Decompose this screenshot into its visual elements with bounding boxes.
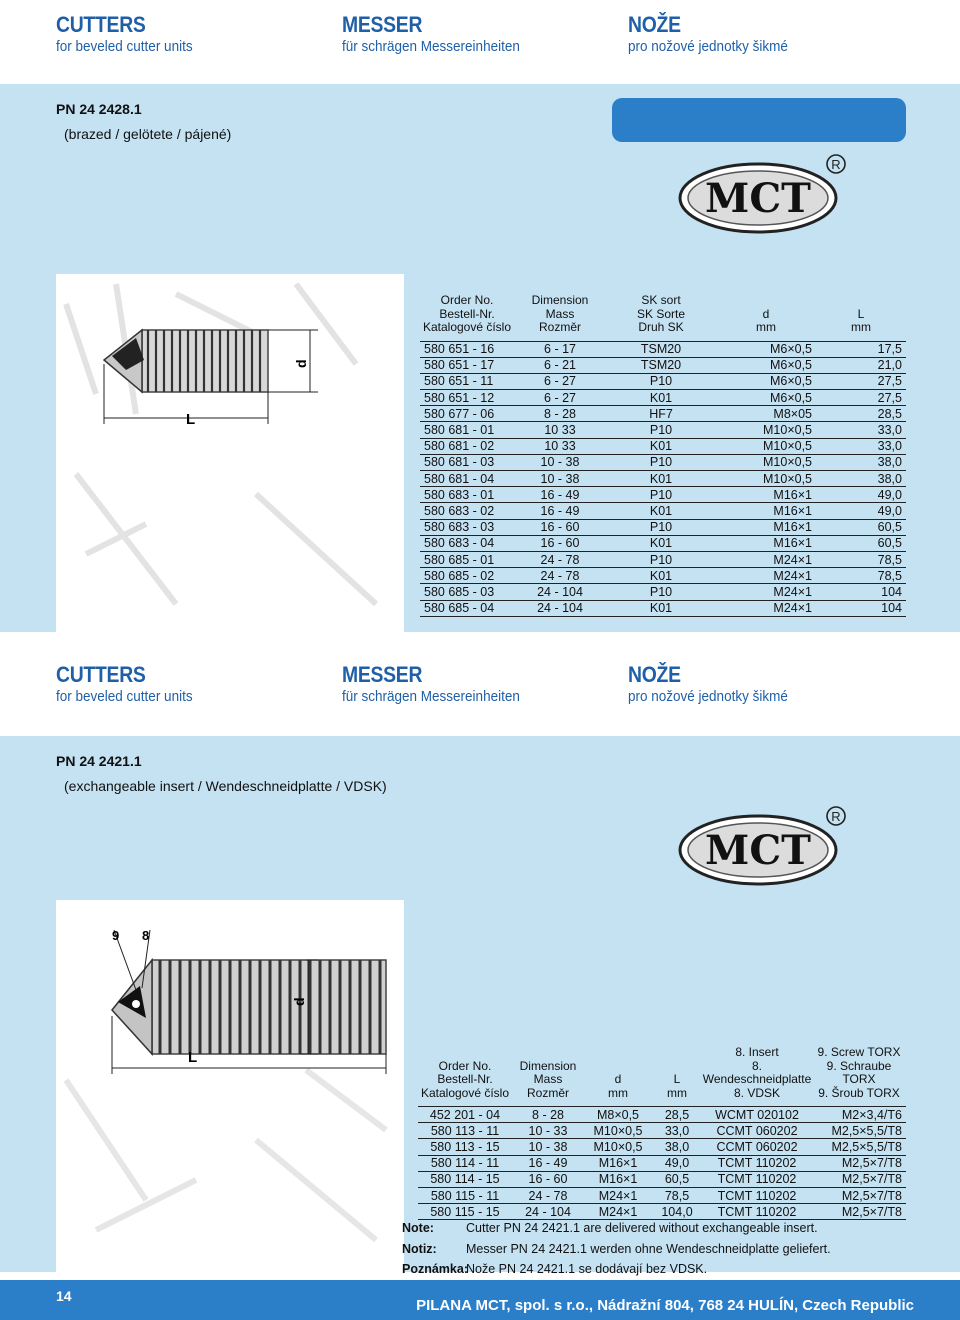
table-cell: 38,0 bbox=[652, 1139, 702, 1155]
note-text: Cutter PN 24 2421.1 are delivered without exchangeable insert. bbox=[466, 1221, 818, 1236]
col-sk-sort: SK sort SK Sorte Druh SK bbox=[636, 293, 686, 334]
table-cell: M2,5×7/T8 bbox=[812, 1171, 906, 1187]
table-cell: 38,0 bbox=[816, 471, 906, 487]
table-cell: M10×0,5 bbox=[716, 438, 816, 454]
table-cell: K01 bbox=[606, 535, 716, 551]
table-cell: 49,0 bbox=[816, 503, 906, 519]
table-cell: TSM20 bbox=[606, 341, 716, 357]
insert-cutter-drawing bbox=[56, 900, 404, 1272]
table-cell: 580 685 - 04 bbox=[420, 600, 514, 616]
header-col-en bbox=[56, 662, 342, 706]
table-cell: M24×1 bbox=[716, 600, 816, 616]
table-cell: M2,5×5,5/T8 bbox=[812, 1139, 906, 1155]
table-row bbox=[420, 438, 906, 454]
note-row bbox=[402, 1239, 831, 1260]
col-l: L mm bbox=[851, 306, 871, 334]
table-cell: M6×0,5 bbox=[716, 373, 816, 389]
table-cell: 16 - 49 bbox=[514, 487, 606, 503]
table-row bbox=[420, 454, 906, 470]
header-title: MESSER bbox=[342, 662, 423, 687]
table-cell: 33,0 bbox=[816, 422, 906, 438]
note-key: Notiz: bbox=[402, 1241, 437, 1256]
table-cell: TCMT 110202 bbox=[702, 1155, 812, 1171]
table-cell: 60,5 bbox=[652, 1171, 702, 1187]
header-col-cz bbox=[628, 662, 914, 706]
table-row bbox=[420, 535, 906, 551]
table-exchangeable bbox=[418, 1046, 906, 1220]
table-cell: 24 - 78 bbox=[514, 551, 606, 567]
table-row bbox=[420, 357, 906, 373]
table-cell: 580 685 - 03 bbox=[420, 584, 514, 600]
table-cell: M2,5×7/T8 bbox=[812, 1187, 906, 1203]
table-cell: M16×1 bbox=[716, 535, 816, 551]
table-cell: 16 - 49 bbox=[514, 503, 606, 519]
table-cell: P10 bbox=[606, 519, 716, 535]
col-insert: 8. Insert 8. Wendeschneidplatte 8. VDSK bbox=[702, 1045, 812, 1100]
table-cell: 452 201 - 04 bbox=[418, 1107, 512, 1123]
table-cell: 580 681 - 02 bbox=[420, 438, 514, 454]
table-cell: 78,5 bbox=[816, 551, 906, 567]
table-cell: 10 33 bbox=[514, 422, 606, 438]
table-cell: M24×1 bbox=[716, 584, 816, 600]
table-cell: M2,5×7/T8 bbox=[812, 1155, 906, 1171]
mct-logo bbox=[676, 804, 858, 888]
table-cell: 8 - 28 bbox=[512, 1107, 584, 1123]
table-cell: 580 115 - 11 bbox=[418, 1187, 512, 1203]
table-cell: 16 - 60 bbox=[514, 535, 606, 551]
table-cell: M2,5×5,5/T8 bbox=[812, 1123, 906, 1139]
table-cell: 27,5 bbox=[816, 373, 906, 389]
table-cell: 8 - 28 bbox=[514, 406, 606, 422]
header-col-en bbox=[56, 12, 342, 56]
notes-block bbox=[402, 1218, 831, 1280]
table-cell: 580 114 - 15 bbox=[418, 1171, 512, 1187]
table-cell: 580 677 - 06 bbox=[420, 406, 514, 422]
table-cell: M6×0,5 bbox=[716, 341, 816, 357]
table-cell: 580 681 - 04 bbox=[420, 471, 514, 487]
table-row bbox=[420, 487, 906, 503]
table-cell: 580 683 - 01 bbox=[420, 487, 514, 503]
table-row bbox=[420, 600, 906, 616]
note-text: Nože PN 24 2421.1 se dodávají bez VDSK. bbox=[466, 1262, 708, 1277]
table-cell: M8×0,5 bbox=[584, 1107, 652, 1123]
table-cell: 580 651 - 12 bbox=[420, 390, 514, 406]
table-cell: 16 - 60 bbox=[512, 1171, 584, 1187]
table-cell: 580 683 - 02 bbox=[420, 503, 514, 519]
table-cell: 580 113 - 15 bbox=[418, 1139, 512, 1155]
table-cell: 21,0 bbox=[816, 357, 906, 373]
table-brazed bbox=[420, 294, 906, 617]
page-number: 14 bbox=[56, 1288, 72, 1304]
note-key: Note: bbox=[402, 1221, 434, 1236]
table-cell: M10×0,5 bbox=[584, 1139, 652, 1155]
table-cell: 580 681 - 01 bbox=[420, 422, 514, 438]
table-cell: M16×1 bbox=[716, 487, 816, 503]
note-text: Messer PN 24 2421.1 werden ohne Wendeschneidplatte geliefert. bbox=[466, 1241, 831, 1256]
table-cell: 24 - 104 bbox=[514, 584, 606, 600]
table-cell: M10×0,5 bbox=[716, 471, 816, 487]
table-row bbox=[418, 1139, 906, 1155]
footer-bar bbox=[0, 1280, 960, 1320]
table-cell: 580 114 - 11 bbox=[418, 1155, 512, 1171]
table-row bbox=[418, 1123, 906, 1139]
col-order-no: Order No. Bestell-Nr. Katalogové číslo bbox=[422, 293, 512, 334]
table-cell: 10 - 33 bbox=[512, 1123, 584, 1139]
table-cell: M10×0,5 bbox=[716, 454, 816, 470]
table-cell: K01 bbox=[606, 600, 716, 616]
table-cell: 580 683 - 04 bbox=[420, 535, 514, 551]
table-cell: 580 113 - 11 bbox=[418, 1123, 512, 1139]
table-cell: 78,5 bbox=[652, 1187, 702, 1203]
table-cell: P10 bbox=[606, 551, 716, 567]
col-l: L mm bbox=[667, 1072, 687, 1100]
table-row bbox=[420, 568, 906, 584]
table-cell: 580 685 - 01 bbox=[420, 551, 514, 567]
header-col-de bbox=[342, 12, 628, 56]
table-row bbox=[420, 390, 906, 406]
table-cell: 104,0 bbox=[652, 1204, 702, 1220]
table-cell: M24×1 bbox=[584, 1204, 652, 1220]
header-subtitle: für schrägen Messereinheiten bbox=[342, 38, 520, 55]
col-order-no: Order No. Bestell-Nr. Katalogové číslo bbox=[420, 1058, 510, 1100]
table-cell: 580 685 - 02 bbox=[420, 568, 514, 584]
table-row bbox=[420, 584, 906, 600]
table-cell: 49,0 bbox=[816, 487, 906, 503]
table-cell: M16×1 bbox=[584, 1171, 652, 1187]
registered-mark: R bbox=[831, 157, 841, 172]
blue-banner bbox=[612, 98, 906, 142]
table-cell: WCMT 020102 bbox=[702, 1107, 812, 1123]
table-cell: 27,5 bbox=[816, 390, 906, 406]
table-cell: K01 bbox=[606, 438, 716, 454]
header-title: MESSER bbox=[342, 12, 423, 37]
registered-mark: R bbox=[831, 809, 841, 824]
table-cell: 580 651 - 11 bbox=[420, 373, 514, 389]
table-cell: TSM20 bbox=[606, 357, 716, 373]
section1-header bbox=[56, 12, 916, 56]
table-row bbox=[420, 471, 906, 487]
table-cell: 580 683 - 03 bbox=[420, 519, 514, 535]
pn-number: PN 24 2428.1 bbox=[56, 101, 142, 117]
table-cell: 580 115 - 15 bbox=[418, 1204, 512, 1220]
table-cell: M24×1 bbox=[716, 568, 816, 584]
table-cell: M8×05 bbox=[716, 406, 816, 422]
table-row bbox=[420, 422, 906, 438]
col-dimension: Dimension Mass Rozměr bbox=[531, 293, 589, 334]
header-title: CUTTERS bbox=[56, 12, 146, 37]
table-cell: 17,5 bbox=[816, 341, 906, 357]
pn-description: (exchangeable insert / Wendeschneidplatte / VDSK) bbox=[64, 778, 387, 794]
header-subtitle: for beveled cutter units bbox=[56, 688, 193, 705]
table-cell: K01 bbox=[606, 471, 716, 487]
table-body bbox=[420, 341, 906, 616]
table-cell: 104 bbox=[816, 584, 906, 600]
dim-d-label: d bbox=[293, 359, 309, 368]
table-cell: TCMT 110202 bbox=[702, 1187, 812, 1203]
table-cell: TCMT 110202 bbox=[702, 1171, 812, 1187]
table-body bbox=[418, 1107, 906, 1220]
table-cell: 60,5 bbox=[816, 535, 906, 551]
table-cell: CCMT 060202 bbox=[702, 1139, 812, 1155]
table-cell: 60,5 bbox=[816, 519, 906, 535]
table-cell: M10×0,5 bbox=[584, 1123, 652, 1139]
table-row bbox=[420, 341, 906, 357]
pn-number: PN 24 2421.1 bbox=[56, 753, 142, 769]
table-cell: M16×1 bbox=[716, 503, 816, 519]
table-cell: M10×0,5 bbox=[716, 422, 816, 438]
table-cell: K01 bbox=[606, 390, 716, 406]
table-cell: 580 681 - 03 bbox=[420, 454, 514, 470]
note-row bbox=[402, 1218, 831, 1239]
col-screw: 9. Screw TORX 9. Schraube TORX 9. Šroub TORX bbox=[817, 1045, 901, 1100]
cutter-drawing bbox=[56, 274, 404, 634]
table-cell: P10 bbox=[606, 373, 716, 389]
header-col-de bbox=[342, 662, 628, 706]
header-title: NOŽE bbox=[628, 662, 681, 687]
table-header bbox=[420, 294, 906, 341]
table-cell: M2,5×7/T8 bbox=[812, 1204, 906, 1220]
section2-header bbox=[56, 662, 916, 706]
table-cell: 10 33 bbox=[514, 438, 606, 454]
company-address: PILANA MCT, spol. s r.o., Nádražní 804, 768 24 HULÍN, Czech Republic bbox=[416, 1297, 914, 1314]
logo-text: MCT bbox=[705, 175, 811, 222]
table-cell: 28,5 bbox=[816, 406, 906, 422]
table-cell: 6 - 27 bbox=[514, 390, 606, 406]
note-row bbox=[402, 1259, 831, 1280]
table-cell: 78,5 bbox=[816, 568, 906, 584]
dim-l-label: L bbox=[186, 411, 196, 428]
table-cell: HF7 bbox=[606, 406, 716, 422]
dim-d-label: d bbox=[291, 997, 307, 1006]
header-col-cz bbox=[628, 12, 914, 56]
header-subtitle: pro nožové jednotky šikmé bbox=[628, 38, 788, 55]
header-title: NOŽE bbox=[628, 12, 681, 37]
table-cell: 580 651 - 16 bbox=[420, 341, 514, 357]
table-row bbox=[420, 519, 906, 535]
table-cell: M24×1 bbox=[716, 551, 816, 567]
table-cell: K01 bbox=[606, 568, 716, 584]
header-subtitle: for beveled cutter units bbox=[56, 38, 193, 55]
table-cell: 28,5 bbox=[652, 1107, 702, 1123]
table-cell: 10 - 38 bbox=[514, 471, 606, 487]
table-cell: 6 - 17 bbox=[514, 341, 606, 357]
table-row bbox=[420, 551, 906, 567]
item-8-label: 8 bbox=[142, 928, 150, 943]
table-cell: M6×0,5 bbox=[716, 357, 816, 373]
header-subtitle: für schrägen Messereinheiten bbox=[342, 688, 520, 705]
table-row bbox=[418, 1107, 906, 1123]
table-cell: M24×1 bbox=[584, 1187, 652, 1203]
table-cell: 10 - 38 bbox=[512, 1139, 584, 1155]
table-cell: 16 - 60 bbox=[514, 519, 606, 535]
table-row bbox=[418, 1171, 906, 1187]
table-cell: 24 - 104 bbox=[512, 1204, 584, 1220]
table-cell: 24 - 104 bbox=[514, 600, 606, 616]
cutter-body-shape bbox=[112, 960, 386, 1054]
table-cell: M6×0,5 bbox=[716, 390, 816, 406]
note-key: Poznámka: bbox=[402, 1262, 468, 1277]
mct-logo bbox=[676, 152, 858, 236]
table-cell: 6 - 21 bbox=[514, 357, 606, 373]
table-cell: TCMT 110202 bbox=[702, 1204, 812, 1220]
table-row bbox=[420, 406, 906, 422]
table-row bbox=[420, 373, 906, 389]
table-cell: M16×1 bbox=[716, 519, 816, 535]
header-subtitle: pro nožové jednotky šikmé bbox=[628, 688, 788, 705]
col-dimension: Dimension Mass Rozměr bbox=[519, 1058, 577, 1100]
col-d: d mm bbox=[608, 1072, 628, 1100]
table-cell: M2×3,4/T6 bbox=[812, 1107, 906, 1123]
item-9-label: 9 bbox=[112, 928, 120, 943]
table-cell: P10 bbox=[606, 454, 716, 470]
table-cell: 38,0 bbox=[816, 454, 906, 470]
table-row bbox=[418, 1155, 906, 1171]
table-cell: P10 bbox=[606, 422, 716, 438]
table-cell: P10 bbox=[606, 584, 716, 600]
table-cell: P10 bbox=[606, 487, 716, 503]
table-cell: 6 - 27 bbox=[514, 373, 606, 389]
table-cell: 33,0 bbox=[652, 1123, 702, 1139]
pn-description: (brazed / gelötete / pájené) bbox=[64, 126, 232, 142]
table-cell: CCMT 060202 bbox=[702, 1123, 812, 1139]
table-cell: 49,0 bbox=[652, 1155, 702, 1171]
logo-text: MCT bbox=[705, 827, 811, 874]
table-row bbox=[420, 503, 906, 519]
col-d: d mm bbox=[756, 306, 776, 334]
table-cell: 33,0 bbox=[816, 438, 906, 454]
table-cell: K01 bbox=[606, 503, 716, 519]
table-row bbox=[418, 1187, 906, 1203]
table-cell: 10 - 38 bbox=[514, 454, 606, 470]
table-cell: 24 - 78 bbox=[512, 1187, 584, 1203]
dim-l-label: L bbox=[188, 1049, 198, 1066]
table-cell: 16 - 49 bbox=[512, 1155, 584, 1171]
table-cell: M16×1 bbox=[584, 1155, 652, 1171]
table-header bbox=[418, 1046, 906, 1107]
header-title: CUTTERS bbox=[56, 662, 146, 687]
table-cell: 580 651 - 17 bbox=[420, 357, 514, 373]
table-cell: 24 - 78 bbox=[514, 568, 606, 584]
table-cell: 104 bbox=[816, 600, 906, 616]
